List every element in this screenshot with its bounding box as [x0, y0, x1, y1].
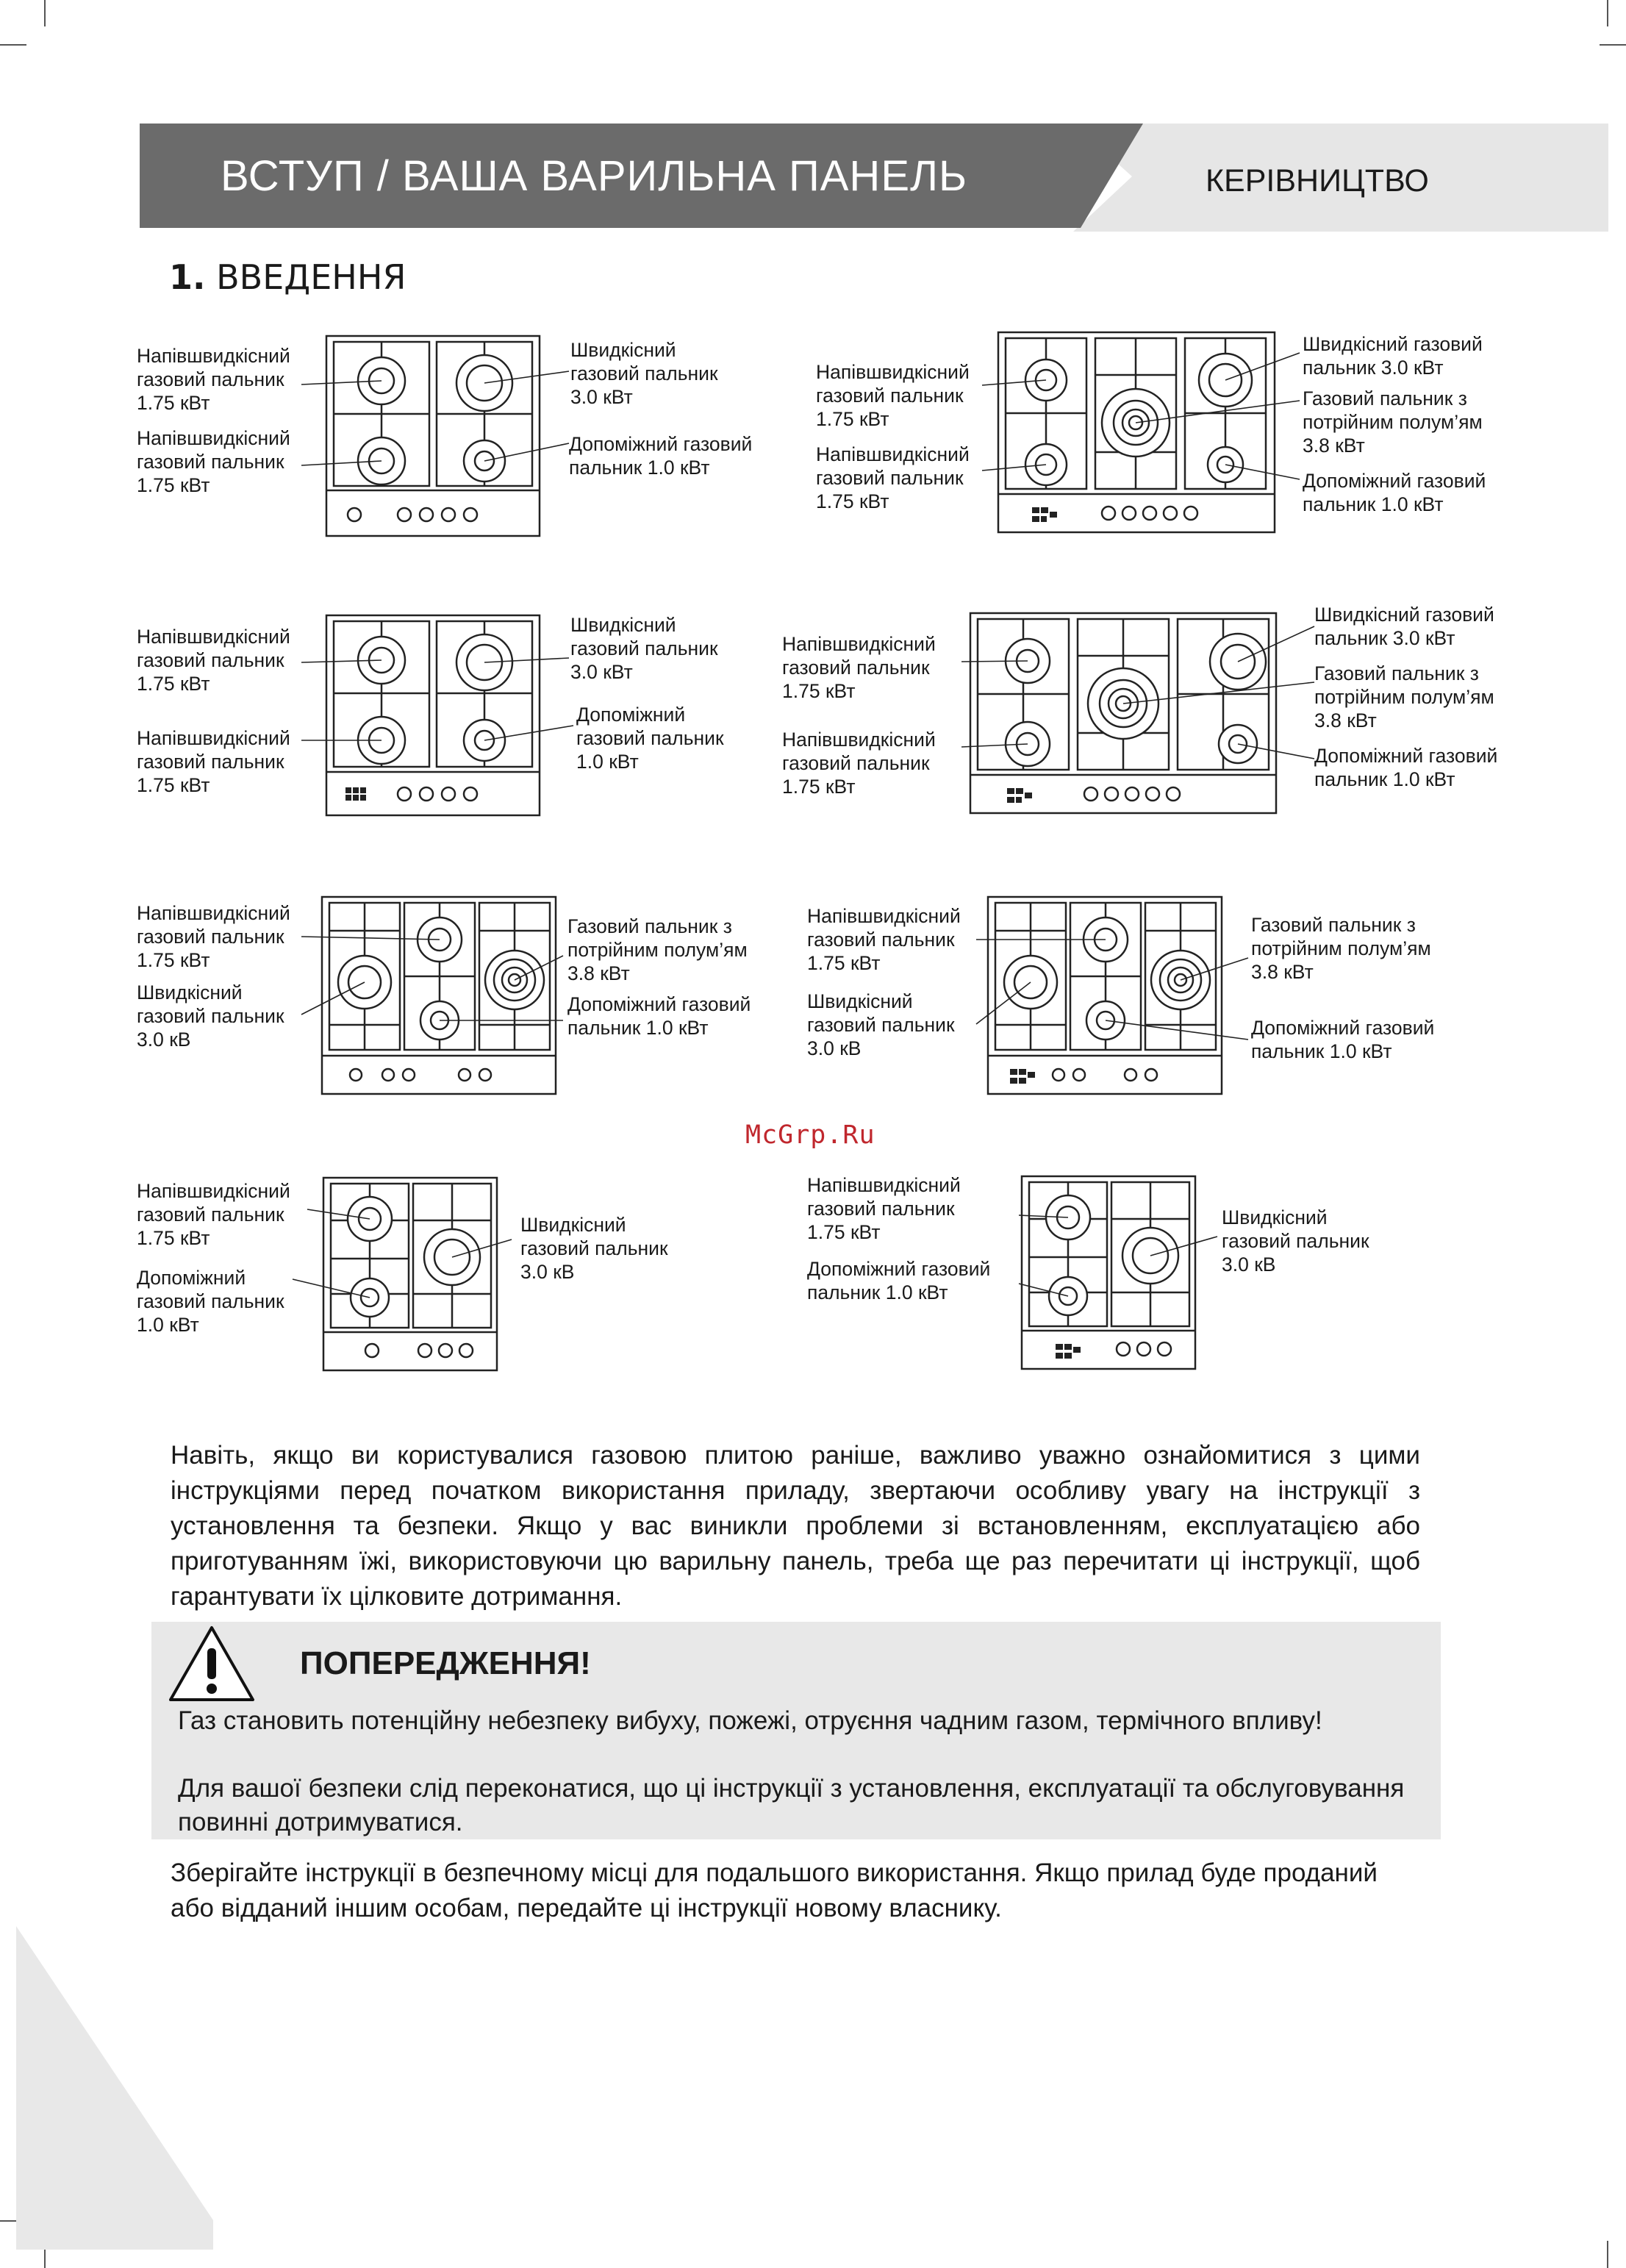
label-semirapid: Напівшвидкісний газовий пальник 1.75 кВт — [137, 902, 290, 971]
crop-mark — [1607, 0, 1608, 26]
label-auxiliary: Допоміжний газовий пальник 1.0 кВт — [567, 993, 751, 1039]
label-auxiliary: Допоміжний газовий пальник 1.0 кВт — [1303, 470, 1486, 515]
cooktop-diagram-7 — [322, 1176, 498, 1372]
crop-mark — [0, 44, 26, 46]
corner-decoration — [0, 1926, 221, 2250]
label-rapid: Швидкісний газовий пальник 3.0 кВ — [520, 1214, 668, 1283]
cooktop-diagram-8 — [1020, 1175, 1197, 1370]
label-rapid: Швидкісний газовий пальник 3.0 кВт — [570, 614, 718, 683]
label-triple-crown: Газовий пальник з потрійним полум’ям 3.8 кВт — [1251, 914, 1431, 983]
label-triple-crown: Газовий пальник з потрійним полум’ям 3.8 кВт — [567, 915, 748, 984]
label-semirapid-2: Напівшвидкісний газовий пальник 1.75 кВт — [782, 729, 936, 798]
label-rapid: Швидкісний газовий пальник 3.0 кВт — [570, 339, 718, 408]
watermark: McGrp.Ru — [745, 1120, 875, 1150]
label-triple-crown: Газовий пальник з потрійним полум’ям 3.8 кВт — [1314, 662, 1494, 731]
label-semirapid-2: Напівшвидкісний газовий пальник 1.75 кВт — [137, 727, 290, 796]
label-semirapid-1: Напівшвидкісний газовий пальник 1.75 кВт — [137, 626, 290, 695]
label-semirapid-2: Напівшвидкісний газовий пальник 1.75 кВт — [816, 443, 970, 512]
section-number: 1. — [169, 257, 206, 297]
label-semirapid: Напівшвидкісний газовий пальник 1.75 кВт — [807, 1174, 961, 1243]
label-auxiliary: Допоміжний газовий пальник 1.0 кВт — [807, 1258, 991, 1303]
label-auxiliary: Допоміжний газовий пальник 1.0 кВт — [576, 704, 724, 773]
label-auxiliary: Допоміжний газовий пальник 1.0 кВт — [137, 1267, 284, 1336]
label-rapid: Швидкісний газовий пальник 3.0 кВ — [1222, 1206, 1369, 1276]
section-heading — [169, 257, 406, 297]
label-semirapid: Напівшвидкісний газовий пальник 1.75 кВт — [137, 1180, 290, 1249]
storage-paragraph: Зберігайте інструкції в безпечному місці для подальшого використання. Якщо прилад буде проданий або відданий іншим особам, передайте ці інструкції новому власнику. — [171, 1859, 1378, 1922]
cooktop-diagram-1 — [316, 335, 551, 540]
label-rapid: Швидкісний газовий пальник 3.0 кВт — [1303, 333, 1483, 379]
cooktop-diagram-6 — [986, 895, 1225, 1095]
label-auxiliary: Допоміжний газовий пальник 1.0 кВт — [1251, 1017, 1435, 1062]
warning-text-2: Для вашої безпеки слід переконатися, що ці інструкції з установлення, експлуатації та обслуговування повинні дотримуватися. — [178, 1774, 1405, 1836]
label-rapid: Швидкісний газовий пальник 3.0 кВ — [807, 990, 955, 1059]
label-rapid: Швидкісний газовий пальник 3.0 кВт — [1314, 604, 1494, 649]
warning-text-1: Газ становить потенційну небезпеку вибуху, пожежі, отруєння чадним газом, термічного впливу! — [178, 1706, 1322, 1735]
label-semirapid: Напівшвидкісний газовий пальник 1.75 кВт — [807, 905, 961, 974]
cooktop-diagram-4 — [969, 612, 1278, 816]
label-auxiliary: Допоміжний газовий пальник 1.0 кВт — [1314, 745, 1498, 790]
crop-mark — [1607, 2241, 1608, 2268]
label-rapid: Швидкісний газовий пальник 3.0 кВ — [137, 981, 284, 1051]
label-semirapid-1: Напівшвидкісний газовий пальник 1.75 кВт — [816, 361, 970, 430]
page-title: ВСТУП / ВАША ВАРИЛЬНА ПАНЕЛЬ — [221, 152, 968, 200]
crop-mark — [44, 0, 46, 26]
label-semirapid-2: Напівшвидкісний газовий пальник 1.75 кВт — [137, 427, 290, 496]
section-title: ВВЕДЕННЯ — [216, 257, 406, 297]
warning-title: ПОПЕРЕДЖЕННЯ! — [300, 1645, 591, 1681]
cooktop-diagram-5 — [320, 895, 559, 1095]
manual-label: КЕРІВНИЦТВО — [1206, 163, 1429, 198]
label-auxiliary: Допоміжний газовий пальник 1.0 кВт — [569, 433, 753, 479]
label-semirapid-1: Напівшвидкісний газовий пальник 1.75 кВт — [782, 633, 936, 702]
crop-mark — [1600, 44, 1626, 46]
warning-triangle-icon — [166, 1623, 257, 1704]
intro-paragraph: Навіть, якщо ви користувалися газовою плитою раніше, важливо уважно ознайомитися з цими інструкціями перед початком використання приладу, звертаючи особливу увагу на інструкції з установлення та безпеки. Якщо у вас виникли проблеми зі встановленням, експлуатацією або приготуванням їжі, використовуючи цю варильну панель, треба ще раз перечитати ці інструкції, щоб гарантувати їх цілковите дотримання. — [171, 1441, 1420, 1611]
label-triple-crown: Газовий пальник з потрійним полум’ям 3.8 кВт — [1303, 387, 1483, 457]
cooktop-diagram-2 — [997, 331, 1276, 535]
label-semirapid-1: Напівшвидкісний газовий пальник 1.75 кВт — [137, 345, 290, 414]
cooktop-diagram-3 — [316, 614, 551, 820]
